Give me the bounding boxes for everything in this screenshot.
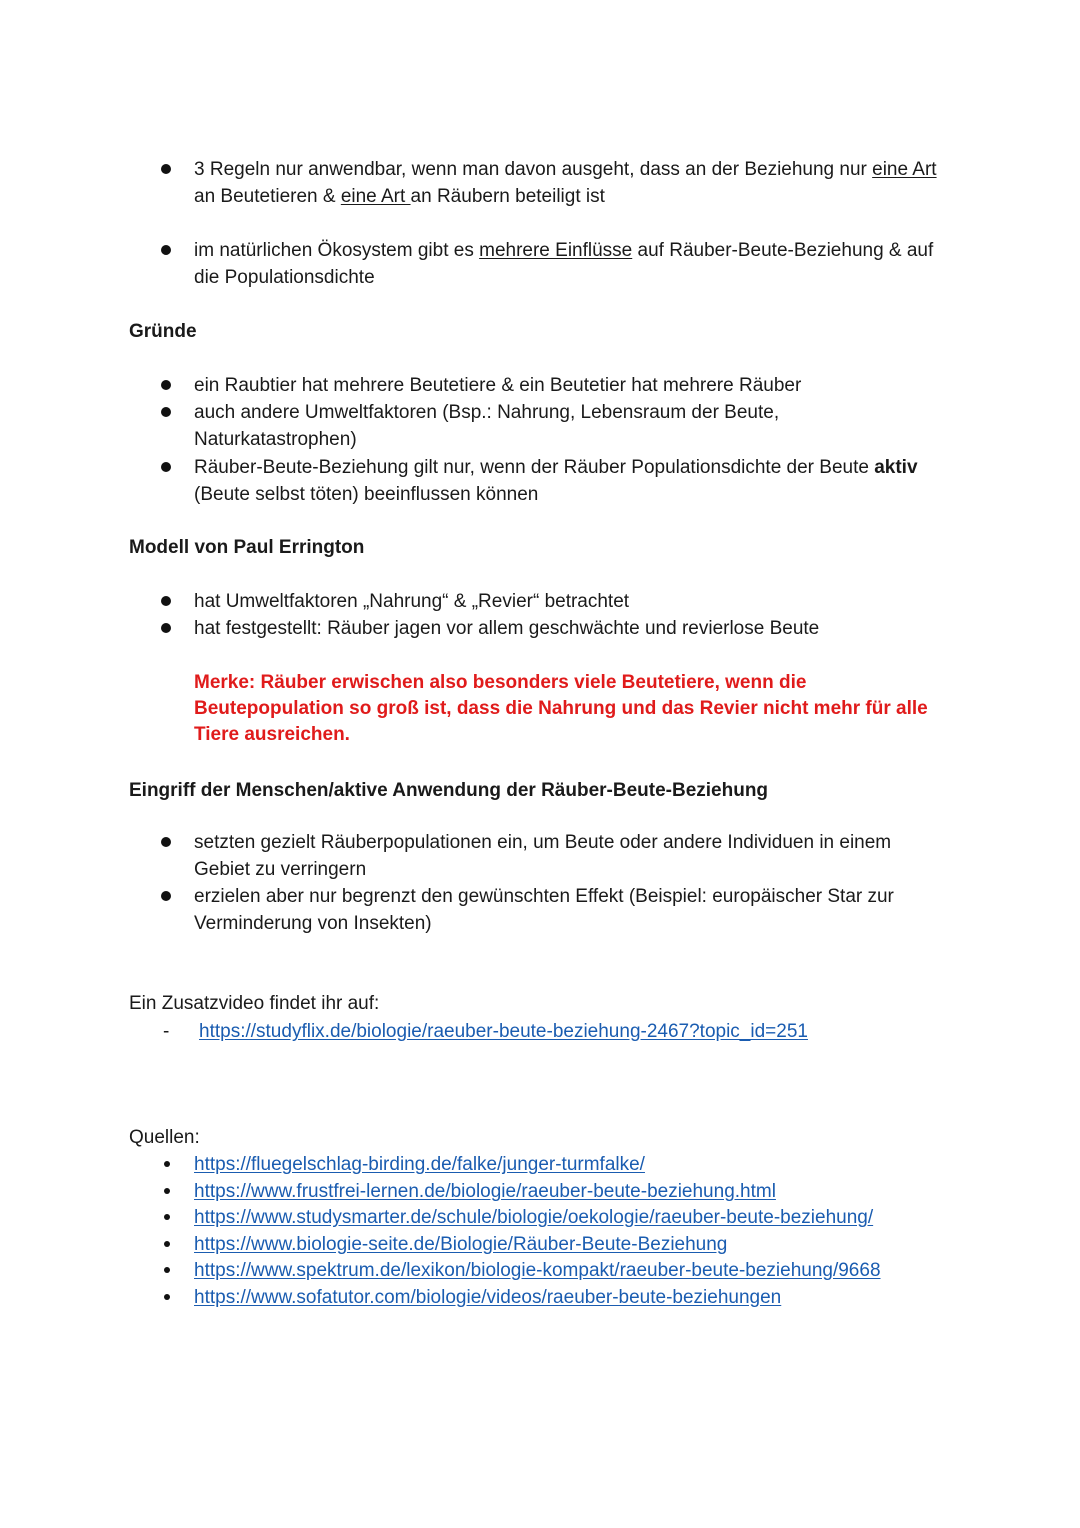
- bullet-icon: [161, 596, 171, 606]
- source-link-6[interactable]: https://www.sofatutor.com/biologie/videos/raeuber-beute-beziehungen: [194, 1287, 782, 1308]
- gruende-item-2: auch andere Umweltfaktoren (Bsp.: Nahrung, Lebensraum der Beute, Naturkatastrophen): [194, 402, 780, 450]
- source-link-5[interactable]: https://www.spektrum.de/lexikon/biologie-kompakt/raeuber-beute-beziehung/9668: [194, 1260, 881, 1281]
- bullet-icon: [161, 164, 171, 174]
- bullet-icon: [164, 1241, 170, 1247]
- bullet-icon: [161, 891, 171, 901]
- bullet-icon: [164, 1267, 170, 1273]
- bullet-icon: [161, 380, 171, 390]
- bullet-icon: [164, 1161, 170, 1167]
- source-link-4[interactable]: https://www.biologie-seite.de/Biologie/Räuber-Beute-Beziehung: [194, 1234, 728, 1255]
- source-link-1[interactable]: https://fluegelschlag-birding.de/falke/junger-turmfalke/: [194, 1154, 645, 1175]
- sources-label: Quellen:: [129, 1127, 200, 1148]
- gruende-item-3: Räuber-Beute-Beziehung gilt nur, wenn der Räuber Populationsdichte der Beute aktiv (Beute selbst töten) beeinflussen können: [194, 457, 918, 505]
- bullet-icon: [164, 1214, 170, 1220]
- intro-bullet-1: 3 Regeln nur anwendbar, wenn man davon ausgeht, dass an der Beziehung nur eine Art an Beutetieren & eine Art an Räubern beteiligt ist: [194, 159, 937, 207]
- heading-eingriff: Eingriff der Menschen/aktive Anwendung der Räuber-Beute-Beziehung: [129, 780, 769, 801]
- errington-item-2: hat festgestellt: Räuber jagen vor allem geschwächte und revierlose Beute: [194, 618, 820, 639]
- heading-gruende: Gründe: [129, 321, 197, 342]
- eingriff-item-2: erzielen aber nur begrenzt den gewünschten Effekt (Beispiel: europäischer Star zur Verminderung von Insekten): [194, 886, 894, 934]
- intro-bullet-2: im natürlichen Ökosystem gibt es mehrere Einflüsse auf Räuber-Beute-Beziehung & auf die Populationsdichte: [194, 240, 934, 288]
- bullet-icon: [161, 623, 171, 633]
- video-intro: Ein Zusatzvideo findet ihr auf:: [129, 993, 380, 1014]
- source-link-2[interactable]: https://www.frustfrei-lernen.de/biologie/raeuber-beute-beziehung.html: [194, 1181, 776, 1202]
- bullet-icon: [161, 407, 171, 417]
- source-link-3[interactable]: https://www.studysmarter.de/schule/biologie/oekologie/raeuber-beute-beziehung/: [194, 1207, 874, 1228]
- eingriff-item-1: setzten gezielt Räuberpopulationen ein, um Beute oder andere Individuen in einem Gebiet zu verringern: [194, 832, 892, 880]
- bullet-icon: [161, 245, 171, 255]
- bullet-icon: [161, 462, 171, 472]
- dash-marker: -: [163, 1021, 170, 1042]
- gruende-item-1: ein Raubtier hat mehrere Beutetiere & ein Beutetier hat mehrere Räuber: [194, 375, 802, 396]
- video-link[interactable]: https://studyflix.de/biologie/raeuber-beute-beziehung-2467?topic_id=251: [199, 1021, 808, 1042]
- bullet-icon: [164, 1294, 170, 1300]
- errington-item-1: hat Umweltfaktoren „Nahrung“ & „Revier“ betrachtet: [194, 591, 630, 612]
- heading-errington: Modell von Paul Errington: [129, 537, 365, 558]
- bullet-icon: [164, 1188, 170, 1194]
- merke-note: Merke: Räuber erwischen also besonders viele Beutetiere, wenn die Beutepopulation so groß ist, dass die Nahrung und das Revier nicht mehr für alle Tiere ausreichen.: [194, 672, 928, 745]
- bullet-icon: [161, 837, 171, 847]
